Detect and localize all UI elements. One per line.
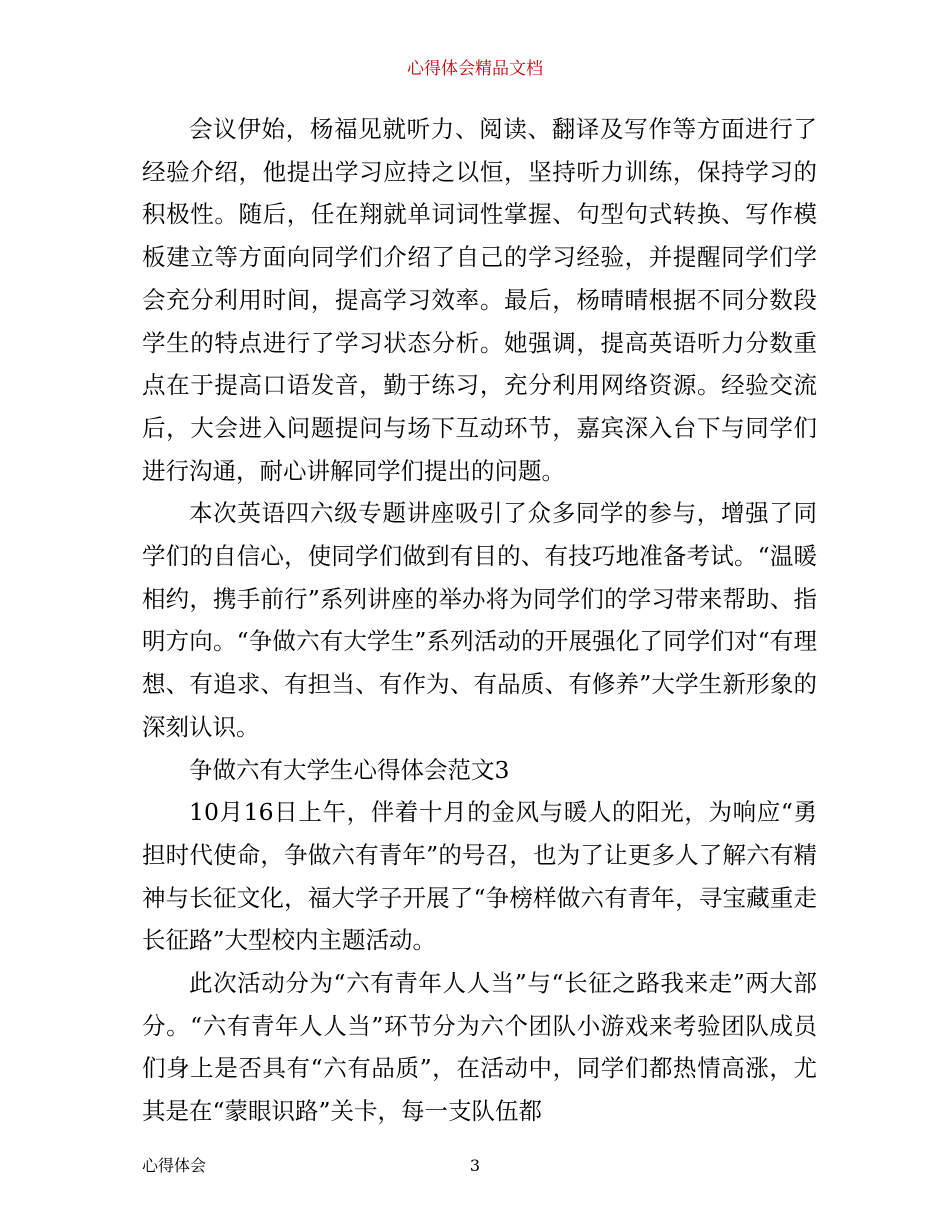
page-number: 3 <box>469 1156 481 1175</box>
paragraph: 此次活动分为“六有青年人人当”与“长征之路我来走”两大部分。“六有青年人人当”环节分为六个团队小游戏来考验团队成员们身上是否具有“六有品质”，在活动中，同学们都热情高涨，尤其是在“蒙眼识路”关卡，每一支队伍都 <box>142 969 817 1126</box>
section-heading: 争做六有大学生心得体会范文3 <box>189 755 510 784</box>
paragraph: 本次英语四六级专题讲座吸引了众多同学的参与，增强了同学们的自信心，使同学们做到有目的、有技巧地准备考试。“温暖相约，携手前行”系列讲座的举办将为同学们的学习带来帮助、指明方向。“争做六有大学生”系列活动的开展强化了同学们对“有理想、有追求、有担当、有作为、有品质、有修养”大学生新形象的深刻认识。 <box>142 499 817 741</box>
document-body <box>142 108 817 1133</box>
footer-label: 心得体会 <box>142 1156 207 1175</box>
document-header-title: 心得体会精品文档 <box>407 59 543 79</box>
paragraph: 10月16日上午，伴着十月的金风与暖人的阳光，为响应“勇担时代使命，争做六有青年”的号召，也为了让更多人了解六有精神与长征文化，福大学子开展了“争榜样做六有青年，寻宝藏重走长征路”大型校内主题活动。 <box>142 798 817 955</box>
paragraph: 会议伊始，杨福见就听力、阅读、翻译及写作等方面进行了经验介绍，他提出学习应持之以恒，坚持听力训练，保持学习的积极性。随后，任在翔就单词词性掌握、句型句式转换、写作模板建立等方面向同学们介绍了自己的学习经验，并提醒同学们学会充分利用时间，提高学习效率。最后，杨晴晴根据不同分数段学生的特点进行了学习状态分析。她强调，提高英语听力分数重点在于提高口语发音，勤于练习，充分利用网络资源。经验交流后，大会进入问题提问与场下互动环节，嘉宾深入台下与同学们进行沟通，耐心讲解同学们提出的问题。 <box>142 115 817 485</box>
